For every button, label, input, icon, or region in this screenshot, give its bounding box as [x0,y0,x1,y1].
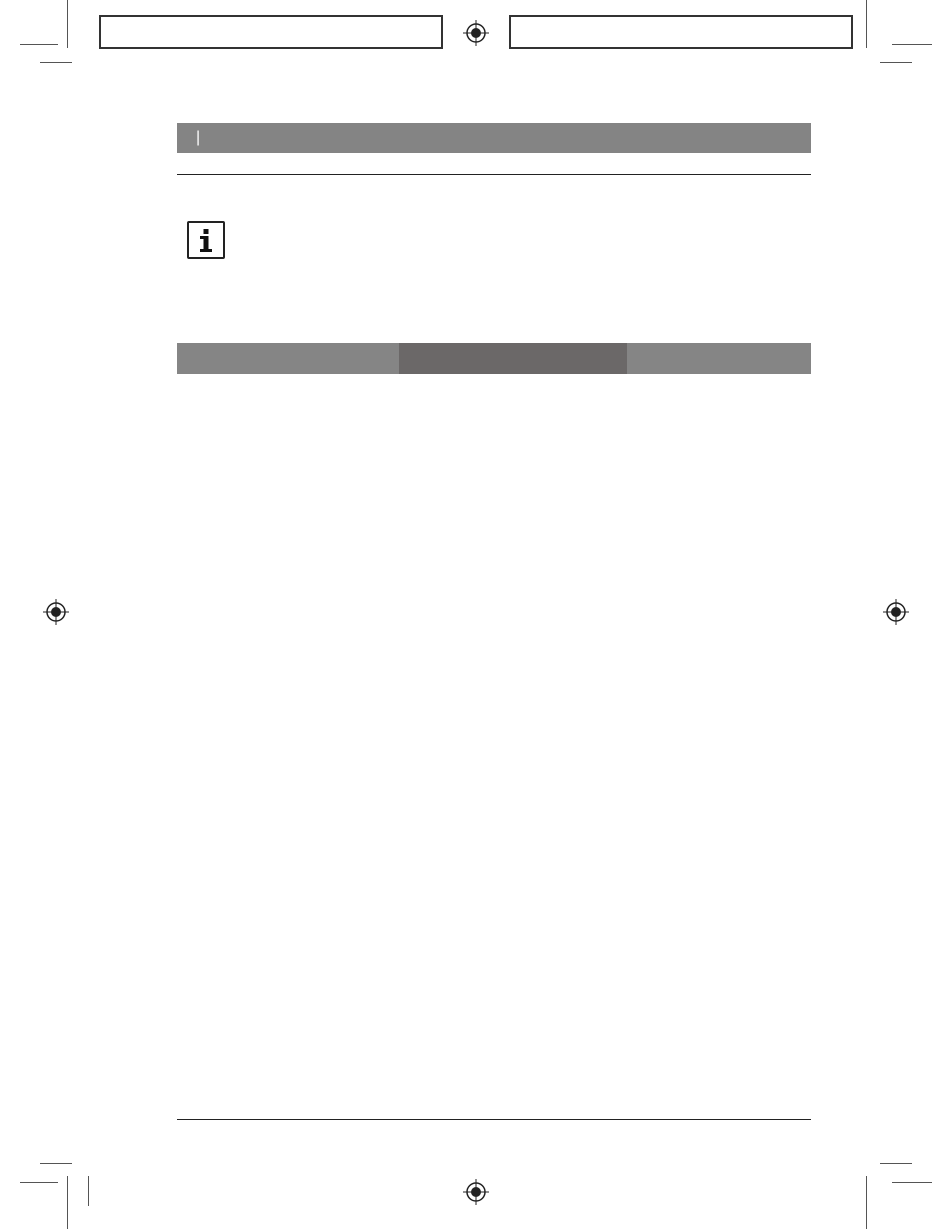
crop-mark [88,1176,89,1206]
header-handlung [399,343,627,374]
crop-mark [880,1163,912,1164]
crop-mark [892,44,932,45]
crop-mark [67,1176,68,1229]
header-separator: | [196,129,201,146]
crop-mark [866,0,867,48]
section-rule [177,174,811,175]
crop-mark [20,1182,58,1183]
crop-mark [40,1163,72,1164]
page-header [177,123,811,153]
header-left [192,129,204,147]
crop-mark [892,1182,932,1183]
table-header [177,343,811,374]
info-icon [187,221,225,259]
header-hinweis [627,343,811,374]
header-funktion [177,343,399,374]
crop-mark [880,62,912,63]
functions-table [177,343,811,374]
registration-mark-icon [43,599,69,625]
crop-mark [67,0,68,48]
crop-mark [866,1176,867,1229]
registration-mark-icon [463,20,489,46]
grayscale-bar [99,15,443,49]
registration-mark-icon [883,599,909,625]
registration-mark-icon [463,1179,489,1205]
crop-mark [40,62,72,63]
footer-rule [177,1119,811,1120]
crop-mark [20,44,58,45]
color-bar [509,15,853,49]
